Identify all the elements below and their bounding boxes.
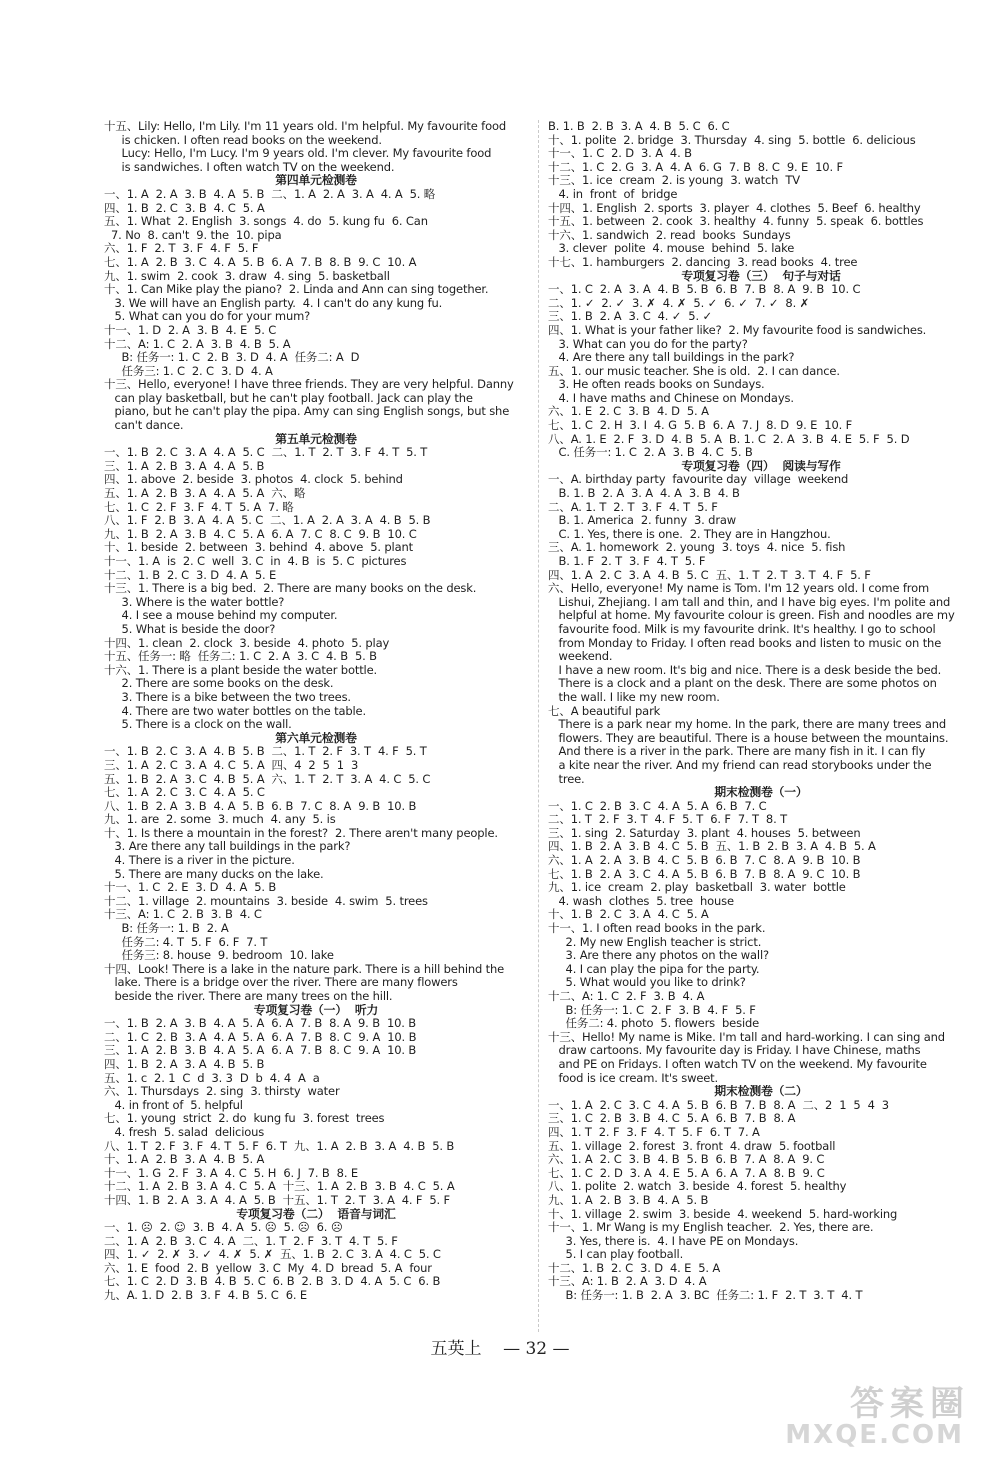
answer-line: 十六、1. sandwich 2. read books Sundays [548, 228, 791, 242]
answer-line: B: 任务一: 1. B 2. A [104, 922, 229, 936]
answer-line: 十四、1. clean 2. clock 3. beside 4. photo 5. play [104, 636, 390, 650]
answer-line: 六、1. E food 2. B yellow 3. C My 4. D bread 5. A four [104, 1261, 432, 1275]
answer-line: 十三、1. ice cream 2. is young 3. watch TV [548, 174, 800, 188]
answer-line: 2. There are some books on the desk. [104, 677, 334, 691]
answer-line: 五、1. our music teacher. She is old. 2. I can dance. [548, 364, 840, 378]
answer-line: 4. There are two water bottles on the table. [104, 704, 366, 718]
answer-line: 3. Are there any tall buildings in the park? [104, 840, 351, 854]
answer-line: 十、1. polite 2. bridge 3. Thursday 4. sing 5. bottle 6. delicious [548, 133, 916, 147]
answer-line: 4. in front of 5. helpful [104, 1098, 243, 1112]
answer-line: 十四、Look! There is a lake in the nature park. There is a hill behind the [104, 962, 505, 976]
watermark-logo-text: 答案圈 [850, 1384, 970, 1424]
answer-line: B. 1. F 2. T 3. F 4. T 5. F [548, 555, 706, 568]
answer-line: Lucy: Hello, I'm Lucy. I'm 9 years old. I'm clever. My favourite food [104, 147, 492, 161]
answer-line: C. 1. Yes, there is one. 2. They are in Hangzhou. [548, 527, 831, 541]
answer-line: 3. He often reads books on Sundays. [548, 378, 765, 392]
answer-line: 十五、Lily: Hello, I'm Lily. I'm 11 years old. I'm helpful. My favourite food [104, 120, 506, 133]
answer-line: 十三、1. There is a big bed. 2. There are many books on the desk. [104, 582, 477, 596]
answer-line: 二、1. C 2. B 3. A 4. A 5. A 6. A 7. B 8. C 9. A 10. B [104, 1030, 417, 1044]
answer-line: 四、1. above 2. beside 3. photos 4. clock 5. behind [104, 473, 403, 487]
answer-line: 六、1. F 2. T 3. F 4. F 5. F [104, 242, 259, 256]
answer-line: 八、1. polite 2. watch 3. beside 4. forest 5. healthy [548, 1180, 847, 1194]
answer-line: 一、A. birthday party favourite day village weekend [548, 473, 849, 487]
answer-line: 2. My new English teacher is strict. [548, 935, 762, 949]
answer-line: 七、1. C 2. F 3. F 4. T 5. A 7. 略 [104, 500, 294, 514]
answer-line: draw cartoons. My favourite day is Friday. I have Chinese, maths [548, 1044, 921, 1058]
answer-line: 六、1. Thursdays 2. sing 3. thirsty water [104, 1085, 340, 1099]
answer-line: 七、1. A 2. B 3. C 4. A 5. B 6. A 7. B 8. B 9. C 10. A [104, 255, 417, 269]
answer-line: 四、1. B 2. C 3. B 4. C 5. A [104, 201, 265, 215]
answer-line: 四、1. What is your father like? 2. My favourite food is sandwiches. [548, 323, 927, 337]
answer-line: 三、1. C 2. B 3. B 4. C 5. A 6. B 7. B 8. A [548, 1112, 796, 1126]
answer-line: 任务二: 4. T 5. F 6. F 7. T [104, 935, 268, 949]
section-heading: 专项复习卷（三） 句子与对话 [681, 269, 841, 283]
answer-line: 四、1. A 2. C 3. A 4. B 5. C 五、1. T 2. T 3. T 4. F 5. F [548, 568, 871, 582]
answer-line: 八、1. F 2. B 3. A 4. A 5. C 二、1. A 2. A 3. A 4. B 5. B [104, 514, 431, 528]
answer-line: B: 任务一: 1. C 2. F 3. B 4. F 5. F [548, 1003, 756, 1017]
answer-line: 十、1. Is there a mountain in the forest? 2. There aren't many people. [104, 826, 498, 840]
answer-line: B. 1. B 2. B 3. A 4. B 5. C 6. C [548, 120, 730, 133]
answer-line: 三、1. sing 2. Saturday 3. plant 4. houses 5. between [548, 826, 861, 840]
answer-line: 十四、1. English 2. sports 3. player 4. clothes 5. Beef 6. healthy [548, 201, 921, 215]
answer-line: 十、1. B 2. C 3. A 4. C 5. A [548, 908, 709, 922]
answer-line: 4. I can play the pipa for the party. [548, 962, 760, 976]
answer-line: 十一、1. A is 2. C well 3. C in 4. B is 5. C pictures [104, 555, 407, 568]
answer-line: 4. I see a mouse behind my computer. [104, 609, 338, 623]
answer-line: and PE on Fridays. I often watch TV on the weekend. My favourite [548, 1057, 927, 1071]
answer-line: 任务三: 1. C 2. C 3. D 4. A [104, 364, 273, 378]
answer-line: 十、1. beside 2. between 3. behind 4. above 5. plant [104, 541, 413, 555]
answer-line: 5. There is a clock on the wall. [104, 718, 292, 732]
answer-line: weekend. [548, 650, 613, 664]
answer-line: 十一、1. C 2. E 3. D 4. A 5. B [104, 881, 277, 895]
answer-line: 4. in front of bridge [548, 187, 678, 201]
answer-line: 一、1. ☹ 2. ☺ 3. B 4. A 5. ☹ 5. ☹ 6. ☹ [104, 1221, 343, 1235]
section-heading: 第六单元检测卷 [275, 731, 357, 745]
answer-line: 六、1. A 2. A 3. B 4. C 5. B 6. B 7. C 8. A 9. B 10. B [548, 854, 861, 868]
answer-line: Lishui, Zhejiang. I am tall and thin, and I have big eyes. I'm polite and [548, 595, 951, 609]
answer-line: 十、1. Can Mike play the piano? 2. Linda and Ann can sing together. [104, 283, 489, 297]
answer-line: helpful at home. My favourite colour is green. Fish and noodles are my [548, 609, 955, 623]
answer-line: can play basketball, but he can't play football. Jack can play the [104, 391, 473, 405]
answer-line: 八、1. T 2. F 3. F 4. T 5. F 6. T 九、1. A 2. B 3. A 4. B 5. B [104, 1139, 455, 1153]
answer-line: is sandwiches. I often watch TV on the weekend. [104, 160, 395, 174]
answer-line: 5. I can play football. [548, 1248, 684, 1262]
section-heading: 期末检测卷（一） [714, 786, 808, 800]
answer-line: B. 1. America 2. funny 3. draw [548, 514, 737, 528]
answer-line: 一、1. C 2. A 3. A 4. B 5. B 6. B 7. B 8. A 9. B 10. C [548, 283, 861, 297]
answer-line: can't dance. [104, 419, 184, 433]
section-heading: 专项复习卷（四） 阅读与写作 [681, 459, 841, 473]
answer-line: B. 1. B 2. A 3. A 4. A 3. B 4. B [548, 487, 740, 501]
answer-line: 一、1. A 2. A 3. B 4. A 5. B 二、1. A 2. A 3. A 4. A 5. 略 [104, 187, 436, 201]
answer-line: 十二、1. B 2. C 3. D 4. E 5. A [548, 1261, 721, 1275]
answer-line: 二、1. T 2. F 3. T 4. F 5. T 6. F 7. T 8. T [548, 813, 787, 827]
answer-line: 三、1. A 2. B 3. A 4. A 5. B [104, 459, 265, 473]
answer-line: 十七、1. hamburgers 2. dancing 3. read books 4. tree [548, 255, 858, 269]
answer-line: 3. We will have an English party. 4. I can't do any kung fu. [104, 296, 443, 310]
answer-line: is chicken. I often read books on the weekend. [104, 133, 382, 147]
answer-line: 四、1. B 2. A 3. B 4. C 5. B 五、1. B 2. B 3. A 4. B 5. A [548, 840, 876, 854]
answer-line: 八、A. 1. E 2. F 3. D 4. B 5. A B. 1. C 2. A 3. B 4. E 5. F 5. D [548, 432, 910, 446]
answer-line: lake. There is a bridge over the river. There are many flowers [104, 976, 458, 990]
answer-line: 九、1. swim 2. cook 3. draw 4. sing 5. basketball [104, 269, 390, 283]
answer-line: 十一、1. I often read books in the park. [548, 922, 766, 936]
answer-line: C. 任务一: 1. C 2. A 3. B 4. C 5. B [548, 446, 753, 460]
answer-line: 七、1. A 2. C 3. C 4. A 5. C [104, 786, 265, 800]
answer-line: 4. Are there any tall buildings in the park? [548, 351, 795, 365]
answer-line: flowers. They are beautiful. There is a house between the mountains. [548, 731, 949, 745]
answer-line: B: 任务一: 1. B 2. A 3. BC 任务二: 1. F 2. T 3. T 4. T [548, 1289, 863, 1303]
answer-line: 四、1. B 2. A 3. A 4. B 5. B [104, 1057, 265, 1071]
answer-line: the wall. I like my new room. [548, 690, 720, 704]
answer-line: 十二、A: 1. C 2. F 3. B 4. A [548, 990, 705, 1003]
answer-line: 五、1. What 2. English 3. songs 4. do 5. kung fu 6. Can [104, 215, 428, 229]
answer-line: favourite food. Milk is my favourite drink. It's healthy. I go to school [548, 622, 936, 636]
answer-line: 七、1. young strict 2. do kung fu 3. forest trees [104, 1112, 385, 1126]
answer-line: a kite near the river. And my friend can read storybooks under the [548, 758, 932, 772]
answer-line: 六、Hello, everyone! My name is Tom. I'm 12 years old. I come from [548, 582, 930, 596]
answer-line: 十、1. A 2. B 3. A 4. B 5. A [104, 1153, 265, 1167]
answer-line: 十一、1. D 2. A 3. B 4. E 5. C [104, 323, 277, 337]
answer-line: I have a new room. It's big and nice. There is a desk beside the bed. [548, 663, 942, 677]
answer-line: 3. Yes, there is. 4. I have PE on Mondays. [548, 1234, 799, 1248]
answer-line: 二、1. ✓ 2. ✓ 3. ✗ 4. ✗ 5. ✓ 6. ✓ 7. ✓ 8. ✗ [548, 296, 810, 310]
answer-line: piano, but he can't play the pipa. Amy can sing English songs, but she [104, 405, 510, 419]
page-footer [0, 1334, 1000, 1359]
page-number: — 32 — [503, 1339, 570, 1359]
section-heading: 专项复习卷（二） 语音与词汇 [236, 1207, 396, 1221]
answer-line: 3. clever polite 4. mouse behind 5. lake [548, 242, 795, 256]
answer-line: 3. There is a bike between the two trees. [104, 690, 351, 704]
answer-line: 七、1. C 2. D 3. A 4. E 5. A 6. A 7. A 8. B 9. C [548, 1166, 825, 1180]
answer-line: 七、1. C 2. H 3. I 4. G 5. B 6. A 7. J 8. D 9. E 10. F [548, 419, 853, 433]
answer-line: 十六、1. There is a plant beside the water bottle. [104, 663, 378, 677]
answer-line: beside the river. There are many trees on the hill. [104, 990, 393, 1003]
answer-line: 九、1. are 2. some 3. much 4. any 5. is [104, 813, 336, 827]
footer-label: 五英上 [430, 1339, 482, 1359]
answer-line: 十五、任务一: 略 任务二: 1. C 2. A 3. C 4. B 5. B [104, 650, 377, 664]
answer-line: 三、A. 1. homework 2. young 3. toys 4. nice 5. fish [548, 541, 846, 555]
answer-line: 十二、1. village 2. mountains 3. beside 4. swim 5. trees [104, 894, 428, 908]
answer-line: 十三、Hello, everyone! I have three friends. They are very helpful. Danny [104, 378, 514, 392]
answer-line: 5. There are many ducks on the lake. [104, 867, 324, 881]
answer-column-left [104, 120, 528, 1303]
answer-line: 三、1. A 2. B 3. B 4. A 5. A 6. A 7. B 8. C 9. A 10. B [104, 1044, 417, 1058]
answer-line: 一、1. A 2. C 3. C 4. A 5. B 6. B 7. B 8. A 二、2 1 5 4 3 [548, 1098, 889, 1112]
answer-line: 五、1. c 2. 1 C d 3. 3 D b 4. 4 A a [104, 1071, 320, 1085]
answer-line: 4. I have maths and Chinese on Mondays. [548, 391, 794, 405]
watermark-url: MXQE.COM [785, 1420, 964, 1450]
answer-line: 七、1. B 2. A 3. C 4. A 5. B 6. B 7. B 8. A 9. C 10. B [548, 867, 861, 881]
answer-line: tree. [548, 772, 585, 786]
answer-line: 5. What would you like to drink? [548, 976, 746, 990]
answer-line: 3. Are there any photos on the wall? [548, 949, 769, 963]
answer-line: 一、1. B 2. C 3. A 4. A 5. C 二、1. T 2. T 3. F 4. T 5. T [104, 446, 428, 460]
answer-line: 十一、1. Mr Wang is my English teacher. 2. Yes, there are. [548, 1221, 874, 1235]
answer-line: 十四、1. B 2. A 3. A 4. A 5. B 十五、1. T 2. T 3. A 4. F 5. F [104, 1193, 451, 1207]
section-heading: 专项复习卷（一） 听力 [253, 1003, 379, 1017]
answer-line: B: 任务一: 1. C 2. B 3. D 4. A 任务二: A D [104, 351, 360, 365]
answer-line: 八、1. B 2. A 3. B 4. A 5. B 6. B 7. C 8. A 9. B 10. B [104, 799, 417, 813]
answer-line: 十二、1. B 2. C 3. D 4. A 5. E [104, 568, 277, 582]
answer-line: 5. What can you do for your mum? [104, 310, 311, 324]
answer-line: 九、1. ice cream 2. play basketball 3. water bottle [548, 881, 846, 895]
answer-line: 六、1. A 2. C 3. B 4. B 5. B 6. B 7. A 8. A 9. C [548, 1153, 825, 1167]
answer-line: 九、A. 1. D 2. B 3. F 4. B 5. C 6. E [104, 1289, 307, 1303]
answer-line: 七、1. C 2. D 3. B 4. B 5. C 6. B 2. B 3. D 4. A 5. C 6. B [104, 1275, 441, 1289]
column-divider [538, 120, 539, 1332]
answer-line: 十二、1. A 2. B 3. A 4. C 5. A 十三、1. A 2. B 3. B 4. C 5. A [104, 1180, 455, 1194]
answer-line: 4. fresh 5. salad delicious [104, 1125, 265, 1139]
answer-line: 五、1. B 2. A 3. C 4. B 5. A 六、1. T 2. T 3. A 4. C 5. C [104, 772, 431, 786]
answer-line: 六、1. E 2. C 3. B 4. D 5. A [548, 405, 709, 419]
answer-line: 十五、1. between 2. cook 3. healthy 4. funny 5. speak 6. bottles [548, 215, 924, 229]
answer-line: 四、1. T 2. F 3. F 4. T 5. F 6. T 7. A [548, 1125, 760, 1139]
answer-line: 任务三: 8. house 9. bedroom 10. lake [104, 949, 334, 963]
answer-line: 3. What can you do for the party? [548, 337, 748, 351]
answer-line: 一、1. C 2. B 3. C 4. A 5. A 6. B 7. C [548, 799, 767, 813]
answer-line: 十三、A: 1. C 2. B 3. B 4. C [104, 908, 262, 922]
answer-line: 7. No 8. can't 9. the 10. pipa [104, 228, 282, 242]
answer-line: 十三、Hello! My name is Mike. I'm tall and hard-working. I can sing and [548, 1030, 945, 1044]
answer-line: There is a clock and a plant on the desk. There are some photos on [548, 677, 937, 691]
answer-line: 任务二: 4. photo 5. flowers beside [548, 1017, 760, 1031]
answer-line: 九、1. A 2. B 3. B 4. A 5. B [548, 1193, 709, 1207]
answer-line: 5. What is beside the door? [104, 622, 276, 636]
answer-line: And there is a river in the park. There are many fish in it. I can fly [548, 745, 926, 759]
answer-line: 七、A beautiful park [548, 704, 661, 718]
section-heading: 期末检测卷（二） [714, 1085, 808, 1099]
answer-line: 二、A. 1. T 2. T 3. F 4. T 5. F [548, 500, 718, 514]
answer-line: 十、1. village 2. swim 3. beside 4. weekend 5. hard-working [548, 1207, 898, 1221]
answer-line: 三、1. A 2. C 3. A 4. C 5. A 四、4 2 5 1 3 [104, 758, 359, 772]
answer-line: 一、1. B 2. A 3. B 4. A 5. A 6. A 7. B 8. A 9. B 10. B [104, 1017, 417, 1031]
answer-line: 十三、A: 1. B 2. A 3. D 4. A [548, 1275, 707, 1289]
section-heading: 第四单元检测卷 [275, 174, 357, 188]
answer-line: 五、1. A 2. B 3. A 4. A 5. A 六、略 [104, 487, 306, 501]
answer-line: 4. There is a river in the picture. [104, 854, 295, 868]
answer-line: 四、1. ✓ 2. ✗ 3. ✓ 4. ✗ 5. ✗ 五、1. B 2. C 3. A 4. C 5. C [104, 1248, 441, 1262]
answer-line: 十一、1. C 2. D 3. A 4. B [548, 147, 692, 161]
answer-line: 4. wash clothes 5. tree house [548, 894, 734, 908]
answer-line: 五、1. village 2. forest 3. front 4. draw 5. football [548, 1139, 836, 1153]
answer-line: 九、1. B 2. A 3. B 4. C 5. A 6. A 7. C 8. C 9. B 10. C [104, 527, 417, 541]
answer-line: There is a park near my home. In the park, there are many trees and [548, 718, 947, 732]
answer-line: 三、1. B 2. A 3. C 4. ✓ 5. ✓ [548, 310, 712, 324]
answer-line: food is ice cream. It's sweet. [548, 1071, 719, 1085]
answer-line: 3. Where is the water bottle? [104, 595, 285, 609]
answer-line: 十二、A: 1. C 2. A 3. B 4. B 5. A [104, 337, 291, 351]
answer-line: from Monday to Friday. I often read books and listen to music on the [548, 636, 942, 650]
section-heading: 第五单元检测卷 [275, 432, 357, 446]
answer-line: 十一、1. G 2. F 3. A 4. C 5. H 6. J 7. B 8. E [104, 1166, 358, 1180]
answer-line: 十二、1. C 2. G 3. A 4. A 6. G 7. B 8. C 9. E 10. F [548, 160, 843, 174]
answer-line: 二、1. A 2. B 3. C 4. A 二、1. T 2. F 3. T 4. T 5. F [104, 1234, 398, 1248]
answer-line: 一、1. B 2. C 3. A 4. B 5. B 二、1. T 2. F 3. T 4. F 5. T [104, 745, 427, 759]
answer-column-right [548, 120, 974, 1303]
